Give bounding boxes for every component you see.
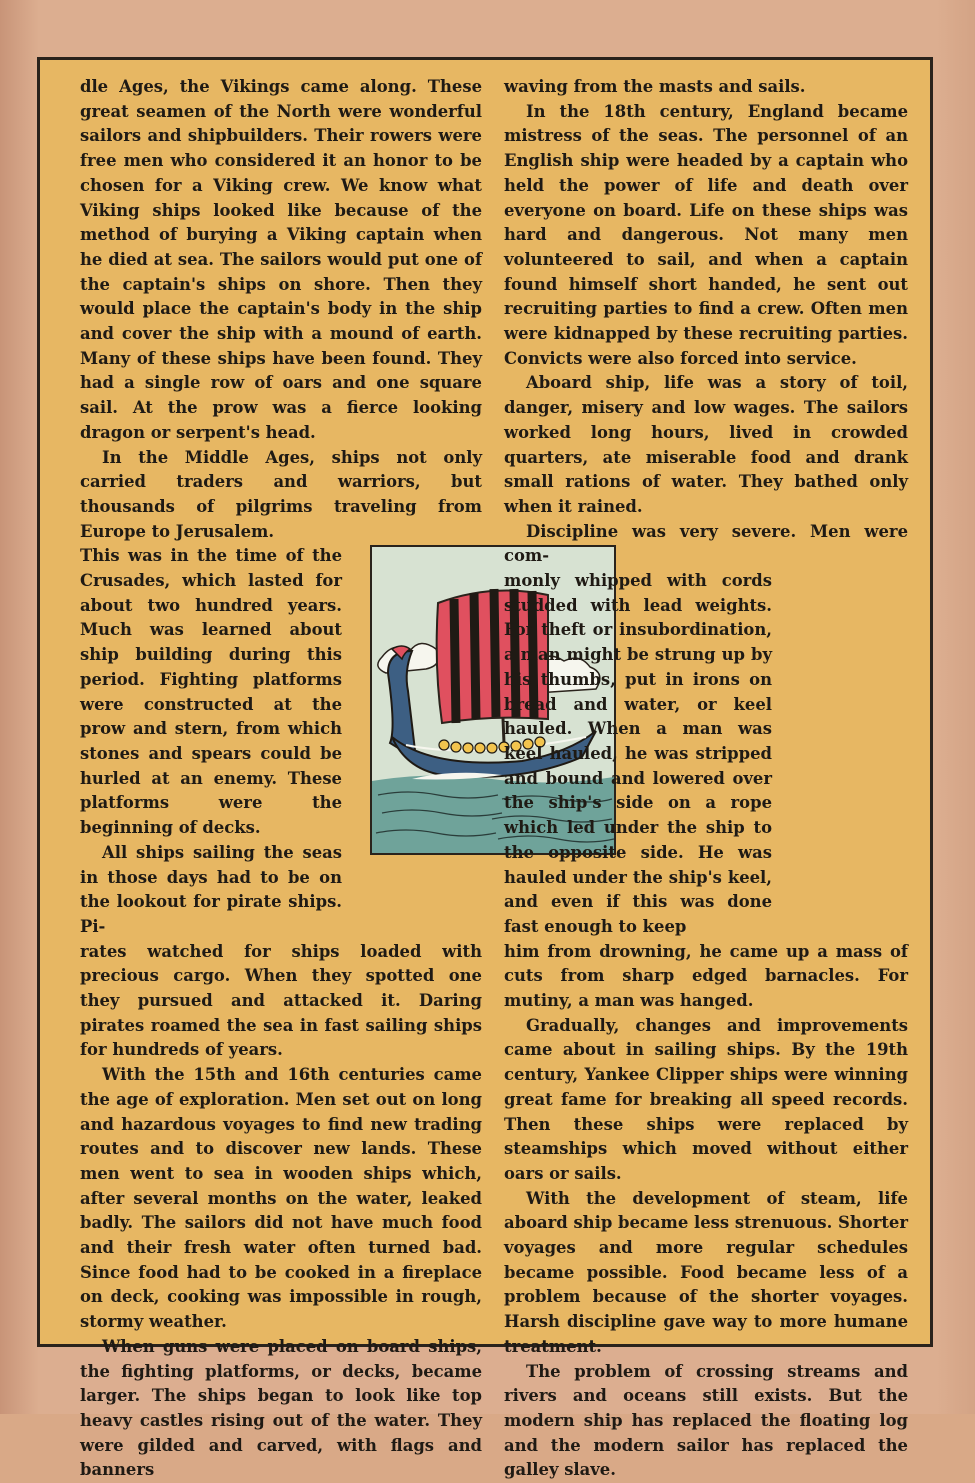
paragraph-pirates-end: rates watched for ships loaded with precious cargo. When they spotted one they pursued and attacked it. Daring pirates roamed the sea in fast sailing ships for hundreds of years. [80, 941, 482, 1060]
paragraph-england: In the 18th century, England became mistress of the seas. The personnel of an English ship were headed by a captain who held the power of life and death over everyone on board. Life on these ships was hard and dangerous. Not many men volunteered to sail, and when a captain found himself short handed, he sent out recruiting parties to find a crew. Often men were kidnapped by these recruiting parties. Convicts were also forced into service. [504, 101, 908, 368]
paragraph-discipline-end: him from drowning, he came up a mass of cuts from sharp edged barnacles. For mutiny, a man was hanged. [504, 941, 908, 1011]
paragraph-aboard-ship: Aboard ship, life was a story of toil, danger, misery and low wages. The sailors worked long hours, lived in crowded quarters, ate miserable food and drank small rations of water. They bathed only when it rained. [504, 373, 908, 516]
paragraph-guns: When guns were placed on board ships, the fighting platforms, or decks, became larger. The ships began to look like top heavy castles rising out of the water. They were gilded and carved, with flags and banners [80, 1336, 482, 1480]
article-frame [37, 57, 933, 1480]
paragraph-steam: With the development of steam, life aboard ship became less strenuous. Shorter voyages and more regular schedules became possible. Food became less of a problem because of the shorter voyages. Harsh discipline gave way to more humane treatment. [504, 1188, 908, 1356]
paragraph-discipline-start: Discipline was very severe. Men were com- [504, 521, 908, 566]
paragraph-exploration: With the 15th and 16th centuries came the age of exploration. Men set out on long and hazardous voyages to find new trading routes and to discover new lands. These men went to sea in wooden ships which, after several months on the water, leaked badly. The sailors did not have much food and their fresh water often turned bad. Since food had to be cooked in a fireplace on deck, cooking was impossible in rough, stormy weather. [80, 1065, 482, 1332]
paragraph-pirates-start: All ships sailing the seas in those days had to be on the lookout for pirate ships. Pi- [80, 842, 342, 936]
paragraph-clippers: Gradually, changes and improvements came about in sailing ships. By the 19th century, Yankee Clipper ships were winning great fame for breaking all speed records. Then these ships were replaced by steamships which moved without either oars or sails. [504, 1015, 908, 1183]
paragraph-discipline-wrap: monly whipped with cords studded with lead weights. For theft or insubordination, a man might be strung up by his thumbs, put in irons on bread and water, or keel hauled. When a man was keel hauled, he was stripped and bound and lowered over the ship's side on a rope which led under the ship to the opposite side. He was hauled under the ship's keel, and even if this was done fast enough to keep [504, 571, 772, 936]
paragraph-middle-ages: In the Middle Ages, ships not only carried traders and warriors, but thousands of pilgrims traveling from Europe to Jerusalem. [80, 447, 482, 541]
paragraph-banners-end: waving from the masts and sails. [504, 77, 806, 96]
right-column [504, 75, 908, 1483]
paragraph-crusades: This was in the time of the Crusades, which lasted for about two hundred years. Much was learned about ship building during this period. Fighting platforms were constructed at the prow and stern, from which stones and spears could be hurled at an enemy. These platforms were the beginning of decks. [80, 546, 342, 838]
paragraph-conclusion: The problem of crossing streams and rivers and oceans still exists. But the modern ship has replaced the floating log and the modern sailor has replaced the galley slave. [504, 1361, 908, 1480]
paragraph-vikings: dle Ages, the Vikings came along. These great seamen of the North were wonderful sailors and shipbuilders. Their rowers were free men who considered it an honor to be chosen for a Viking crew. We know what Viking ships looked like because of the method of burying a Viking captain when he died at sea. The sailors would put one of the captain's ships on shore. Then they would place the captain's body in the ship and cover the ship with a mound of earth. Many of these ships have been found. They had a single row of oars and one square sail. At the prow was a fierce looking dragon or serpent's head. [80, 77, 482, 442]
